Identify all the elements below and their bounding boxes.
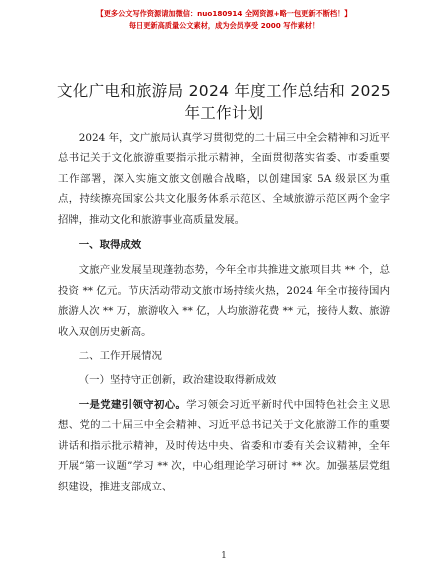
promo-banner <box>0 8 448 32</box>
section-heading-results: 一、取得成效 <box>78 239 142 252</box>
party-building-lead: 一是党建引领守初心。 <box>78 398 187 411</box>
section-heading-work: 二、工作开展情况 <box>78 350 162 363</box>
intro-paragraph: 2024 年，文广旅局认真学习贯彻党的二十届三中全会精神和习近平总书记关于文化旅游重要指示批示精神，全面贯彻落实省委、市委重要工作部署，深入实施文旅文创融合战略，以创建国家 5A 级景区为重点，持续擦亮国家公共文化服务体系示范区、全域旅游示范区两个金字招牌，推动文化和旅游事业高质量发展。 <box>58 132 390 226</box>
page-number: 1 <box>221 551 227 561</box>
banner-line-2: 每日更新高质量公文素材，成为会员享受 2000 写作素材！ <box>128 21 320 30</box>
document-body <box>58 128 390 497</box>
party-building-paragraph <box>58 395 390 497</box>
results-paragraph: 文旅产业发展呈现蓬勃态势，今年全市共推进文旅项目共 ** 个，总投资 ** 亿元。节庆活动带动文旅市场持续火热，2024 年全市接待国内旅游人次 ** 万，旅游收入 ** 亿，人均旅游花费 ** 元，接待人数、旅游收入双创历史新高。 <box>58 264 390 338</box>
subsection-heading-1: （一）坚持守正创新，政治建设取得新成效 <box>78 374 277 387</box>
title-line-1: 文化广电和旅游局 2024 年度工作总结和 2025 <box>57 82 391 100</box>
party-building-text: 学习领会习近平新时代中国特色社会主义思想、党的二十届三中全会精神、习近平总书记关于文化旅游工作的重要讲话和指示批示精神，及时传达中央、省委和市委有关会议精神，全年开展“第一议题”学习 ** 次，中心组理论学习研讨 ** 次。加强基层党组织建设，推进支部成立、 <box>58 398 391 493</box>
document-title <box>0 80 448 124</box>
banner-line-1: 【更多公文写作资源请加微信：nuo180914 全网资源+略一包更新不断档！】 <box>96 9 352 18</box>
title-line-2: 年工作计划 <box>184 104 264 122</box>
